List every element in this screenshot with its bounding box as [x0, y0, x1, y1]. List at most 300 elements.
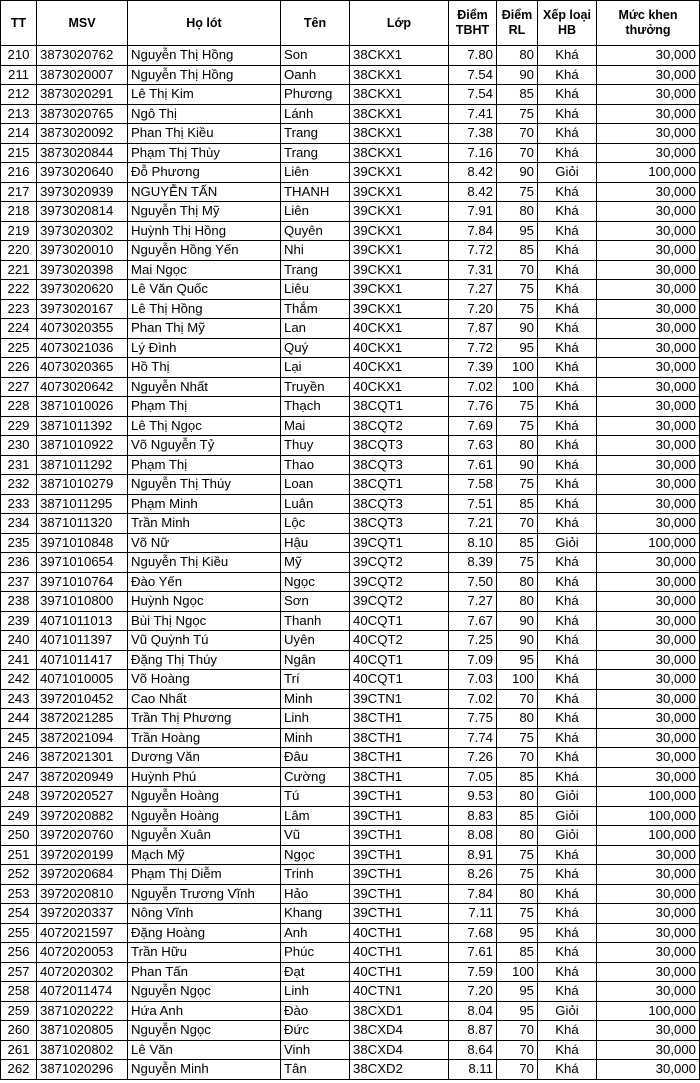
cell-msv: 3972020684: [37, 865, 128, 885]
table-row: [1, 104, 700, 124]
cell-diem-rl: 80: [497, 787, 538, 807]
cell-ten: Trang: [281, 124, 350, 144]
cell-tt: 222: [1, 280, 37, 300]
cell-xep-loai: Giỏi: [538, 787, 597, 807]
cell-diem-tbht: 7.02: [449, 377, 497, 397]
cell-xep-loai: Khá: [538, 143, 597, 163]
cell-ho-lot: NGUYỄN TẤN: [128, 182, 281, 202]
cell-diem-rl: 70: [497, 1060, 538, 1080]
cell-ten: Vinh: [281, 1040, 350, 1060]
cell-diem-tbht: 8.91: [449, 845, 497, 865]
cell-muc-khen-thuong: 30,000: [597, 65, 700, 85]
table-row: [1, 845, 700, 865]
cell-ten: Liên: [281, 163, 350, 183]
cell-diem-rl: 85: [497, 494, 538, 514]
cell-tt: 215: [1, 143, 37, 163]
table-row: [1, 397, 700, 417]
cell-msv: 3972010452: [37, 689, 128, 709]
table-row: [1, 670, 700, 690]
cell-lop: 39CTH1: [350, 787, 449, 807]
cell-diem-tbht: 7.61: [449, 943, 497, 963]
cell-diem-rl: 80: [497, 826, 538, 846]
cell-msv: 3871011292: [37, 455, 128, 475]
cell-ho-lot: Trần Minh: [128, 514, 281, 534]
cell-xep-loai: Khá: [538, 397, 597, 417]
cell-xep-loai: Khá: [538, 221, 597, 241]
cell-ten: Linh: [281, 982, 350, 1002]
cell-diem-rl: 70: [497, 1040, 538, 1060]
cell-msv: 4073020642: [37, 377, 128, 397]
cell-diem-tbht: 8.42: [449, 163, 497, 183]
cell-xep-loai: Khá: [538, 338, 597, 358]
cell-lop: 40CTH1: [350, 962, 449, 982]
cell-ho-lot: Lê Thị Kim: [128, 85, 281, 105]
cell-ten: Tân: [281, 1060, 350, 1080]
cell-ho-lot: Hồ Thị: [128, 358, 281, 378]
cell-xep-loai: Khá: [538, 904, 597, 924]
cell-ho-lot: Mai Ngọc: [128, 260, 281, 280]
cell-lop: 38CQT1: [350, 475, 449, 495]
table-row: [1, 65, 700, 85]
cell-tt: 237: [1, 572, 37, 592]
cell-msv: 4072020302: [37, 962, 128, 982]
header-diem-tbht: Điểm TBHT: [449, 1, 497, 46]
cell-xep-loai: Khá: [538, 689, 597, 709]
cell-ten: Thao: [281, 455, 350, 475]
cell-msv: 3973020620: [37, 280, 128, 300]
cell-tt: 246: [1, 748, 37, 768]
cell-diem-tbht: 7.80: [449, 46, 497, 66]
cell-ten: Lánh: [281, 104, 350, 124]
cell-muc-khen-thuong: 30,000: [597, 767, 700, 787]
cell-lop: 39CQT2: [350, 553, 449, 573]
cell-ho-lot: Lê Thị Ngọc: [128, 416, 281, 436]
cell-ten: Thạch: [281, 397, 350, 417]
header-diem-rl: Điểm RL: [497, 1, 538, 46]
cell-tt: 221: [1, 260, 37, 280]
cell-xep-loai: Khá: [538, 46, 597, 66]
cell-ten: Thanh: [281, 611, 350, 631]
cell-msv: 3973020302: [37, 221, 128, 241]
cell-lop: 39CQT1: [350, 533, 449, 553]
cell-ho-lot: Nguyễn Thị Kiều: [128, 553, 281, 573]
cell-ten: Hảo: [281, 884, 350, 904]
cell-lop: 38CKX1: [350, 46, 449, 66]
cell-tt: 229: [1, 416, 37, 436]
cell-tt: 238: [1, 592, 37, 612]
table-row: [1, 436, 700, 456]
table-row: [1, 377, 700, 397]
cell-muc-khen-thuong: 30,000: [597, 611, 700, 631]
cell-ho-lot: Nông Vĩnh: [128, 904, 281, 924]
table-row: [1, 338, 700, 358]
cell-diem-rl: 70: [497, 748, 538, 768]
cell-diem-tbht: 7.50: [449, 572, 497, 592]
cell-diem-tbht: 7.72: [449, 241, 497, 261]
cell-ten: Ngọc: [281, 845, 350, 865]
cell-xep-loai: Khá: [538, 514, 597, 534]
cell-lop: 39CTH1: [350, 845, 449, 865]
cell-muc-khen-thuong: 100,000: [597, 1001, 700, 1021]
cell-diem-tbht: 8.42: [449, 182, 497, 202]
cell-ten: Son: [281, 46, 350, 66]
cell-muc-khen-thuong: 30,000: [597, 377, 700, 397]
cell-diem-tbht: 7.87: [449, 319, 497, 339]
cell-msv: 3972020337: [37, 904, 128, 924]
cell-msv: 4071011417: [37, 650, 128, 670]
cell-diem-tbht: 8.64: [449, 1040, 497, 1060]
cell-tt: 239: [1, 611, 37, 631]
cell-xep-loai: Khá: [538, 709, 597, 729]
cell-lop: 39CKX1: [350, 221, 449, 241]
cell-tt: 260: [1, 1021, 37, 1041]
cell-lop: 40CKX1: [350, 358, 449, 378]
cell-lop: 38CTH1: [350, 728, 449, 748]
cell-msv: 3871010922: [37, 436, 128, 456]
cell-msv: 4073020365: [37, 358, 128, 378]
cell-diem-tbht: 7.31: [449, 260, 497, 280]
cell-tt: 256: [1, 943, 37, 963]
cell-msv: 3972020527: [37, 787, 128, 807]
cell-msv: 3973020939: [37, 182, 128, 202]
table-row: [1, 826, 700, 846]
cell-ho-lot: Huỳnh Ngọc: [128, 592, 281, 612]
cell-msv: 3871010279: [37, 475, 128, 495]
cell-lop: 40CTN1: [350, 982, 449, 1002]
cell-xep-loai: Khá: [538, 553, 597, 573]
cell-tt: 224: [1, 319, 37, 339]
cell-msv: 3872021094: [37, 728, 128, 748]
cell-msv: 3971010764: [37, 572, 128, 592]
cell-msv: 3871020805: [37, 1021, 128, 1041]
cell-ten: Linh: [281, 709, 350, 729]
cell-xep-loai: Khá: [538, 865, 597, 885]
cell-tt: 213: [1, 104, 37, 124]
cell-msv: 3873020762: [37, 46, 128, 66]
cell-diem-tbht: 7.41: [449, 104, 497, 124]
cell-xep-loai: Khá: [538, 260, 597, 280]
cell-diem-rl: 80: [497, 572, 538, 592]
cell-xep-loai: Khá: [538, 845, 597, 865]
table-row: [1, 1001, 700, 1021]
cell-ten: Liên: [281, 202, 350, 222]
table-row: [1, 182, 700, 202]
cell-muc-khen-thuong: 30,000: [597, 299, 700, 319]
cell-diem-rl: 75: [497, 475, 538, 495]
cell-tt: 252: [1, 865, 37, 885]
cell-lop: 39CTH1: [350, 884, 449, 904]
cell-ten: Oanh: [281, 65, 350, 85]
cell-tt: 217: [1, 182, 37, 202]
table-row: [1, 221, 700, 241]
cell-xep-loai: Khá: [538, 202, 597, 222]
cell-ho-lot: Nguyễn Hồng Yến: [128, 241, 281, 261]
cell-lop: 38CKX1: [350, 104, 449, 124]
cell-xep-loai: Khá: [538, 1021, 597, 1041]
cell-ten: Uyên: [281, 631, 350, 651]
cell-diem-tbht: 7.25: [449, 631, 497, 651]
cell-ten: Phương: [281, 85, 350, 105]
cell-msv: 3871020222: [37, 1001, 128, 1021]
cell-ten: Nhi: [281, 241, 350, 261]
cell-ho-lot: Võ Nguyễn Tỷ: [128, 436, 281, 456]
cell-msv: 3971010800: [37, 592, 128, 612]
cell-diem-tbht: 7.03: [449, 670, 497, 690]
cell-ten: Minh: [281, 728, 350, 748]
cell-msv: 4072020053: [37, 943, 128, 963]
cell-msv: 4073021036: [37, 338, 128, 358]
cell-diem-rl: 75: [497, 865, 538, 885]
cell-muc-khen-thuong: 100,000: [597, 787, 700, 807]
cell-diem-rl: 95: [497, 650, 538, 670]
cell-ten: Minh: [281, 689, 350, 709]
table-row: [1, 806, 700, 826]
cell-msv: 3872021301: [37, 748, 128, 768]
cell-tt: 214: [1, 124, 37, 144]
cell-ho-lot: Phạm Minh: [128, 494, 281, 514]
cell-diem-rl: 80: [497, 592, 538, 612]
cell-ten: Trinh: [281, 865, 350, 885]
cell-lop: 40CQT2: [350, 631, 449, 651]
table-row: [1, 904, 700, 924]
cell-lop: 39CQT2: [350, 592, 449, 612]
cell-lop: 39CKX1: [350, 163, 449, 183]
cell-lop: 38CQT2: [350, 416, 449, 436]
cell-ten: Lại: [281, 358, 350, 378]
cell-ten: Luân: [281, 494, 350, 514]
cell-tt: 230: [1, 436, 37, 456]
cell-xep-loai: Giỏi: [538, 163, 597, 183]
cell-ten: Mỹ: [281, 553, 350, 573]
cell-xep-loai: Khá: [538, 884, 597, 904]
cell-muc-khen-thuong: 30,000: [597, 358, 700, 378]
cell-muc-khen-thuong: 30,000: [597, 631, 700, 651]
table-row: [1, 1021, 700, 1041]
cell-ten: Lan: [281, 319, 350, 339]
cell-tt: 262: [1, 1060, 37, 1080]
cell-lop: 40CQT1: [350, 650, 449, 670]
cell-diem-tbht: 7.54: [449, 65, 497, 85]
cell-diem-tbht: 7.05: [449, 767, 497, 787]
cell-muc-khen-thuong: 30,000: [597, 709, 700, 729]
cell-muc-khen-thuong: 30,000: [597, 319, 700, 339]
cell-diem-rl: 90: [497, 455, 538, 475]
table-row: [1, 767, 700, 787]
cell-diem-rl: 75: [497, 182, 538, 202]
cell-ten: Trí: [281, 670, 350, 690]
cell-msv: 3871011392: [37, 416, 128, 436]
cell-diem-tbht: 7.58: [449, 475, 497, 495]
table-row: [1, 319, 700, 339]
cell-diem-rl: 100: [497, 962, 538, 982]
cell-muc-khen-thuong: 30,000: [597, 670, 700, 690]
cell-diem-rl: 75: [497, 104, 538, 124]
table-row: [1, 455, 700, 475]
table-row: [1, 280, 700, 300]
cell-ho-lot: Phạm Thị: [128, 455, 281, 475]
cell-muc-khen-thuong: 30,000: [597, 865, 700, 885]
cell-diem-tbht: 7.72: [449, 338, 497, 358]
table-row: [1, 1040, 700, 1060]
cell-xep-loai: Khá: [538, 611, 597, 631]
table-row: [1, 728, 700, 748]
cell-msv: 3873020092: [37, 124, 128, 144]
cell-diem-rl: 100: [497, 670, 538, 690]
cell-tt: 212: [1, 85, 37, 105]
cell-ten: Hậu: [281, 533, 350, 553]
table-row: [1, 1060, 700, 1080]
cell-tt: 255: [1, 923, 37, 943]
cell-msv: 3872021285: [37, 709, 128, 729]
header-ten: Tên: [281, 1, 350, 46]
cell-lop: 39CTH1: [350, 806, 449, 826]
cell-lop: 40CTH1: [350, 923, 449, 943]
cell-ho-lot: Lê Thị Hồng: [128, 299, 281, 319]
cell-diem-rl: 95: [497, 1001, 538, 1021]
cell-ten: Cường: [281, 767, 350, 787]
table-row: [1, 592, 700, 612]
cell-msv: 4072011474: [37, 982, 128, 1002]
table-row: [1, 358, 700, 378]
cell-muc-khen-thuong: 30,000: [597, 143, 700, 163]
cell-muc-khen-thuong: 30,000: [597, 1021, 700, 1041]
cell-tt: 258: [1, 982, 37, 1002]
cell-ten: Quyên: [281, 221, 350, 241]
table-row: [1, 962, 700, 982]
cell-lop: 39CTN1: [350, 689, 449, 709]
cell-diem-tbht: 7.51: [449, 494, 497, 514]
cell-tt: 247: [1, 767, 37, 787]
cell-ho-lot: Lê Văn: [128, 1040, 281, 1060]
cell-xep-loai: Khá: [538, 982, 597, 1002]
cell-diem-tbht: 7.61: [449, 455, 497, 475]
cell-diem-tbht: 7.38: [449, 124, 497, 144]
cell-ten: Đâu: [281, 748, 350, 768]
cell-tt: 210: [1, 46, 37, 66]
cell-ho-lot: Nguyễn Xuân: [128, 826, 281, 846]
cell-muc-khen-thuong: 30,000: [597, 494, 700, 514]
cell-ho-lot: Phan Thị Mỹ: [128, 319, 281, 339]
cell-msv: 4072021597: [37, 923, 128, 943]
cell-tt: 211: [1, 65, 37, 85]
cell-tt: 254: [1, 904, 37, 924]
cell-diem-tbht: 8.26: [449, 865, 497, 885]
cell-xep-loai: Khá: [538, 650, 597, 670]
cell-ho-lot: Lê Văn Quốc: [128, 280, 281, 300]
cell-msv: 4073020355: [37, 319, 128, 339]
cell-ten: Quý: [281, 338, 350, 358]
cell-diem-tbht: 7.02: [449, 689, 497, 709]
cell-ho-lot: Dương Văn: [128, 748, 281, 768]
cell-xep-loai: Khá: [538, 748, 597, 768]
cell-ho-lot: Trần Hoàng: [128, 728, 281, 748]
cell-xep-loai: Giỏi: [538, 806, 597, 826]
cell-diem-tbht: 8.10: [449, 533, 497, 553]
table-row: [1, 416, 700, 436]
cell-tt: 235: [1, 533, 37, 553]
cell-diem-rl: 95: [497, 221, 538, 241]
cell-msv: 3871011295: [37, 494, 128, 514]
cell-ho-lot: Hứa Anh: [128, 1001, 281, 1021]
cell-diem-rl: 85: [497, 943, 538, 963]
cell-ho-lot: Nguyễn Hoàng: [128, 787, 281, 807]
cell-muc-khen-thuong: 30,000: [597, 728, 700, 748]
table-row: [1, 884, 700, 904]
cell-diem-tbht: 8.83: [449, 806, 497, 826]
cell-ten: Đào: [281, 1001, 350, 1021]
cell-ten: Mai: [281, 416, 350, 436]
cell-ho-lot: Phạm Thị Thùy: [128, 143, 281, 163]
cell-msv: 3871020296: [37, 1060, 128, 1080]
cell-msv: 3972020760: [37, 826, 128, 846]
cell-diem-rl: 75: [497, 280, 538, 300]
cell-diem-rl: 85: [497, 767, 538, 787]
cell-msv: 3871011320: [37, 514, 128, 534]
cell-muc-khen-thuong: 30,000: [597, 904, 700, 924]
cell-ho-lot: Vũ Quỳnh Tú: [128, 631, 281, 651]
cell-muc-khen-thuong: 30,000: [597, 124, 700, 144]
cell-tt: 241: [1, 650, 37, 670]
cell-xep-loai: Khá: [538, 572, 597, 592]
cell-xep-loai: Khá: [538, 670, 597, 690]
table-row: [1, 748, 700, 768]
cell-ho-lot: Nguyễn Hoàng: [128, 806, 281, 826]
cell-xep-loai: Khá: [538, 494, 597, 514]
cell-tt: 225: [1, 338, 37, 358]
cell-diem-rl: 85: [497, 533, 538, 553]
header-xep-loai-hb: Xếp loại HB: [538, 1, 597, 46]
cell-muc-khen-thuong: 30,000: [597, 104, 700, 124]
table-row: [1, 143, 700, 163]
table-row: [1, 494, 700, 514]
cell-diem-tbht: 7.76: [449, 397, 497, 417]
cell-ho-lot: Nguyễn Thị Mỹ: [128, 202, 281, 222]
cell-xep-loai: Giỏi: [538, 826, 597, 846]
cell-diem-rl: 75: [497, 299, 538, 319]
cell-lop: 39CQT2: [350, 572, 449, 592]
cell-ten: Phúc: [281, 943, 350, 963]
cell-lop: 38CXD4: [350, 1021, 449, 1041]
cell-ho-lot: Võ Nữ: [128, 533, 281, 553]
cell-tt: 234: [1, 514, 37, 534]
cell-msv: 3973020167: [37, 299, 128, 319]
cell-lop: 38CKX1: [350, 143, 449, 163]
cell-msv: 3973020640: [37, 163, 128, 183]
cell-muc-khen-thuong: 30,000: [597, 943, 700, 963]
cell-lop: 39CTH1: [350, 826, 449, 846]
cell-ten: Anh: [281, 923, 350, 943]
cell-ho-lot: Huỳnh Phú: [128, 767, 281, 787]
cell-xep-loai: Khá: [538, 1060, 597, 1080]
cell-ten: Đức: [281, 1021, 350, 1041]
cell-lop: 38CQT3: [350, 494, 449, 514]
cell-muc-khen-thuong: 30,000: [597, 221, 700, 241]
table-row: [1, 163, 700, 183]
cell-tt: 253: [1, 884, 37, 904]
cell-ten: Lâm: [281, 806, 350, 826]
cell-tt: 228: [1, 397, 37, 417]
cell-ten: Ngọc: [281, 572, 350, 592]
cell-xep-loai: Khá: [538, 923, 597, 943]
cell-tt: 216: [1, 163, 37, 183]
cell-tt: 243: [1, 689, 37, 709]
cell-muc-khen-thuong: 30,000: [597, 416, 700, 436]
cell-muc-khen-thuong: 30,000: [597, 455, 700, 475]
cell-xep-loai: Khá: [538, 767, 597, 787]
cell-lop: 40CTH1: [350, 943, 449, 963]
cell-msv: 3872020949: [37, 767, 128, 787]
table-row: [1, 709, 700, 729]
